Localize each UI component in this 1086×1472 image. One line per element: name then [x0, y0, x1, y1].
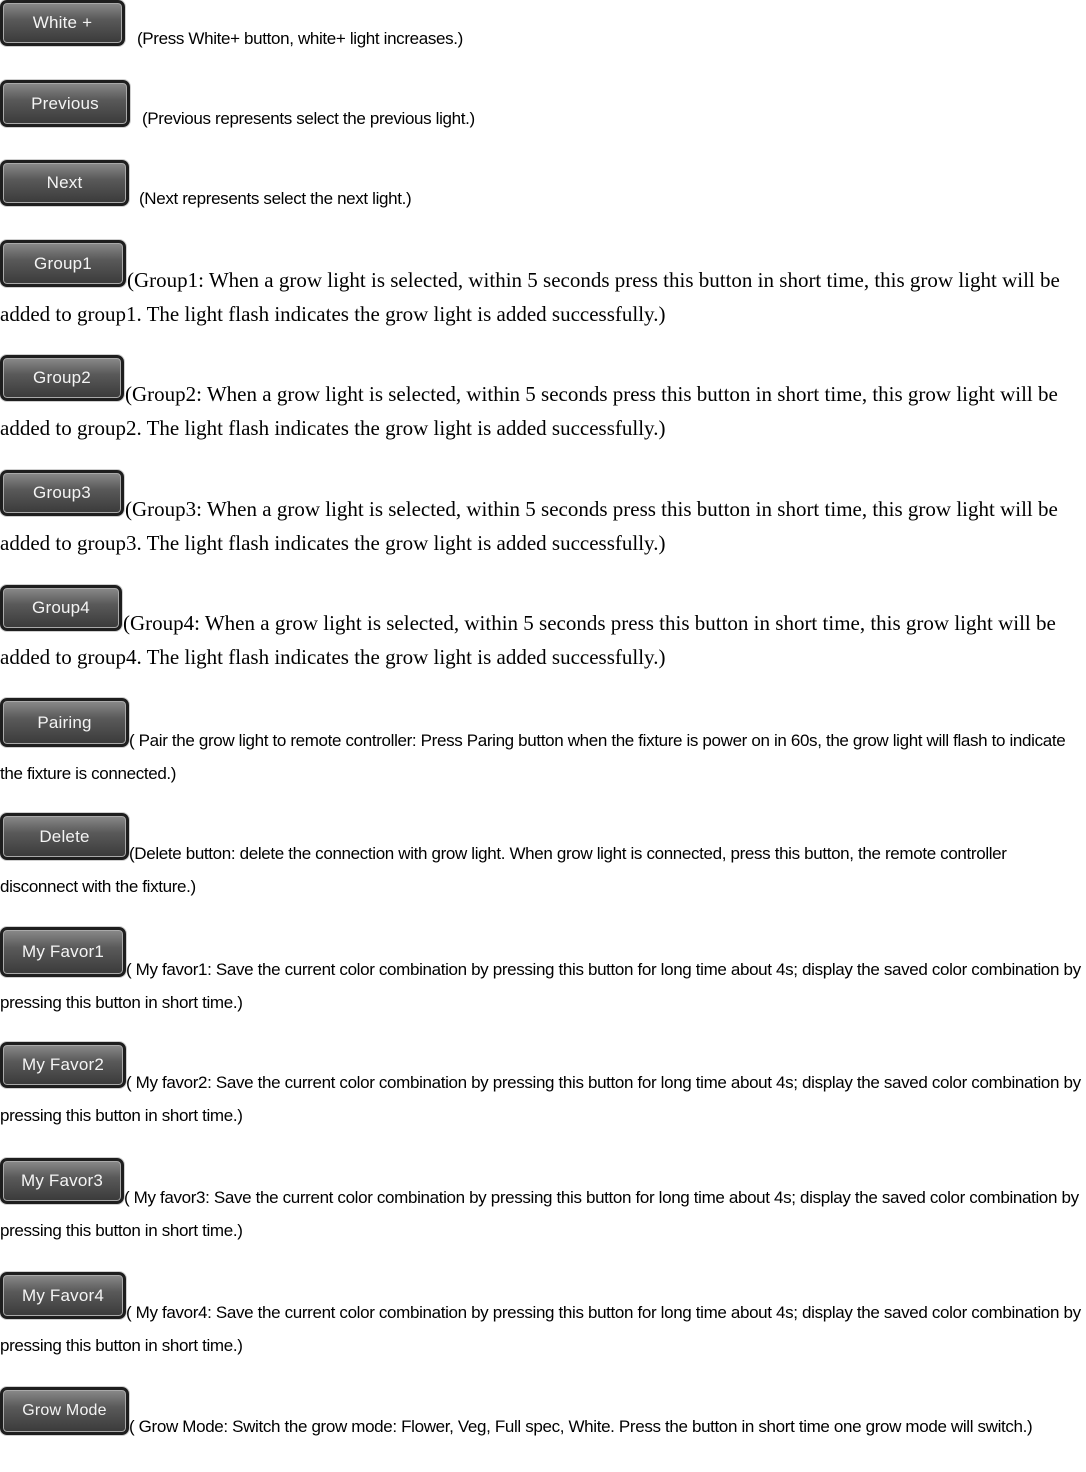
my-favor2-button-image: My Favor2 — [0, 1042, 126, 1088]
my-favor1-description: ( My favor1: Save the current color combination by pressing this button for long time about 4s; display the saved color combination by pressing this button in short time.) — [0, 960, 1081, 1012]
group1-button-image: Group1 — [0, 240, 126, 287]
group4-button-image: Group4 — [0, 585, 122, 631]
delete-description: (Delete button: delete the connection with grow light. When grow light is connected, press this button, the remote controller disconnect with the fixture.) — [0, 844, 1007, 896]
my-favor3-description: ( My favor3: Save the current color combination by pressing this button for long time about 4s; display the saved color combination by pressing this button in short time.) — [0, 1188, 1079, 1240]
grow-mode-description: ( Grow Mode: Switch the grow mode: Flower, Veg, Full spec, White. Press the button in short time one grow mode will switch.) — [129, 1417, 1033, 1436]
grow-mode-button-image: Grow Mode — [0, 1387, 129, 1435]
group2-button-image: Group2 — [0, 355, 124, 401]
previous-description: (Previous represents select the previous light.) — [142, 109, 475, 128]
my-favor4-button-image: My Favor4 — [0, 1272, 126, 1319]
group3-description: (Group3: When a grow light is selected, within 5 seconds press this button in short time, this grow light will be added to group3. The light flash indicates the grow light is added successfully.) — [0, 497, 1058, 555]
next-button-image: Next — [0, 160, 129, 206]
group1-description: (Group1: When a grow light is selected, within 5 seconds press this button in short time, this grow light will be added to group1. The light flash indicates the grow light is added successfully.) — [0, 268, 1060, 326]
group3-button-image: Group3 — [0, 470, 124, 516]
delete-button-image: Delete — [0, 813, 129, 860]
pairing-description: ( Pair the grow light to remote controller: Press Paring button when the fixture is power on in 60s, the grow light will flash to indicate the fixture is connected.) — [0, 731, 1066, 783]
group2-description: (Group2: When a grow light is selected, within 5 seconds press this button in short time, this grow light will be added to group2. The light flash indicates the grow light is added successfully.) — [0, 382, 1058, 440]
my-favor4-description: ( My favor4: Save the current color combination by pressing this button for long time about 4s; display the saved color combination by pressing this button in short time.) — [0, 1303, 1081, 1355]
white-plus-description: (Press White+ button, white+ light increases.) — [137, 29, 463, 48]
my-favor1-button-image: My Favor1 — [0, 927, 126, 977]
previous-button-image: Previous — [0, 80, 130, 127]
next-description: (Next represents select the next light.) — [139, 189, 412, 208]
white-plus-button-image: White + — [0, 0, 125, 46]
my-favor2-description: ( My favor2: Save the current color combination by pressing this button for long time about 4s; display the saved color combination by pressing this button in short time.) — [0, 1073, 1081, 1125]
pairing-button-image: Pairing — [0, 698, 129, 747]
group4-description: (Group4: When a grow light is selected, within 5 seconds press this button in short time, this grow light will be added to group4. The light flash indicates the grow light is added successfully.) — [0, 611, 1056, 669]
my-favor3-button-image: My Favor3 — [0, 1158, 124, 1204]
